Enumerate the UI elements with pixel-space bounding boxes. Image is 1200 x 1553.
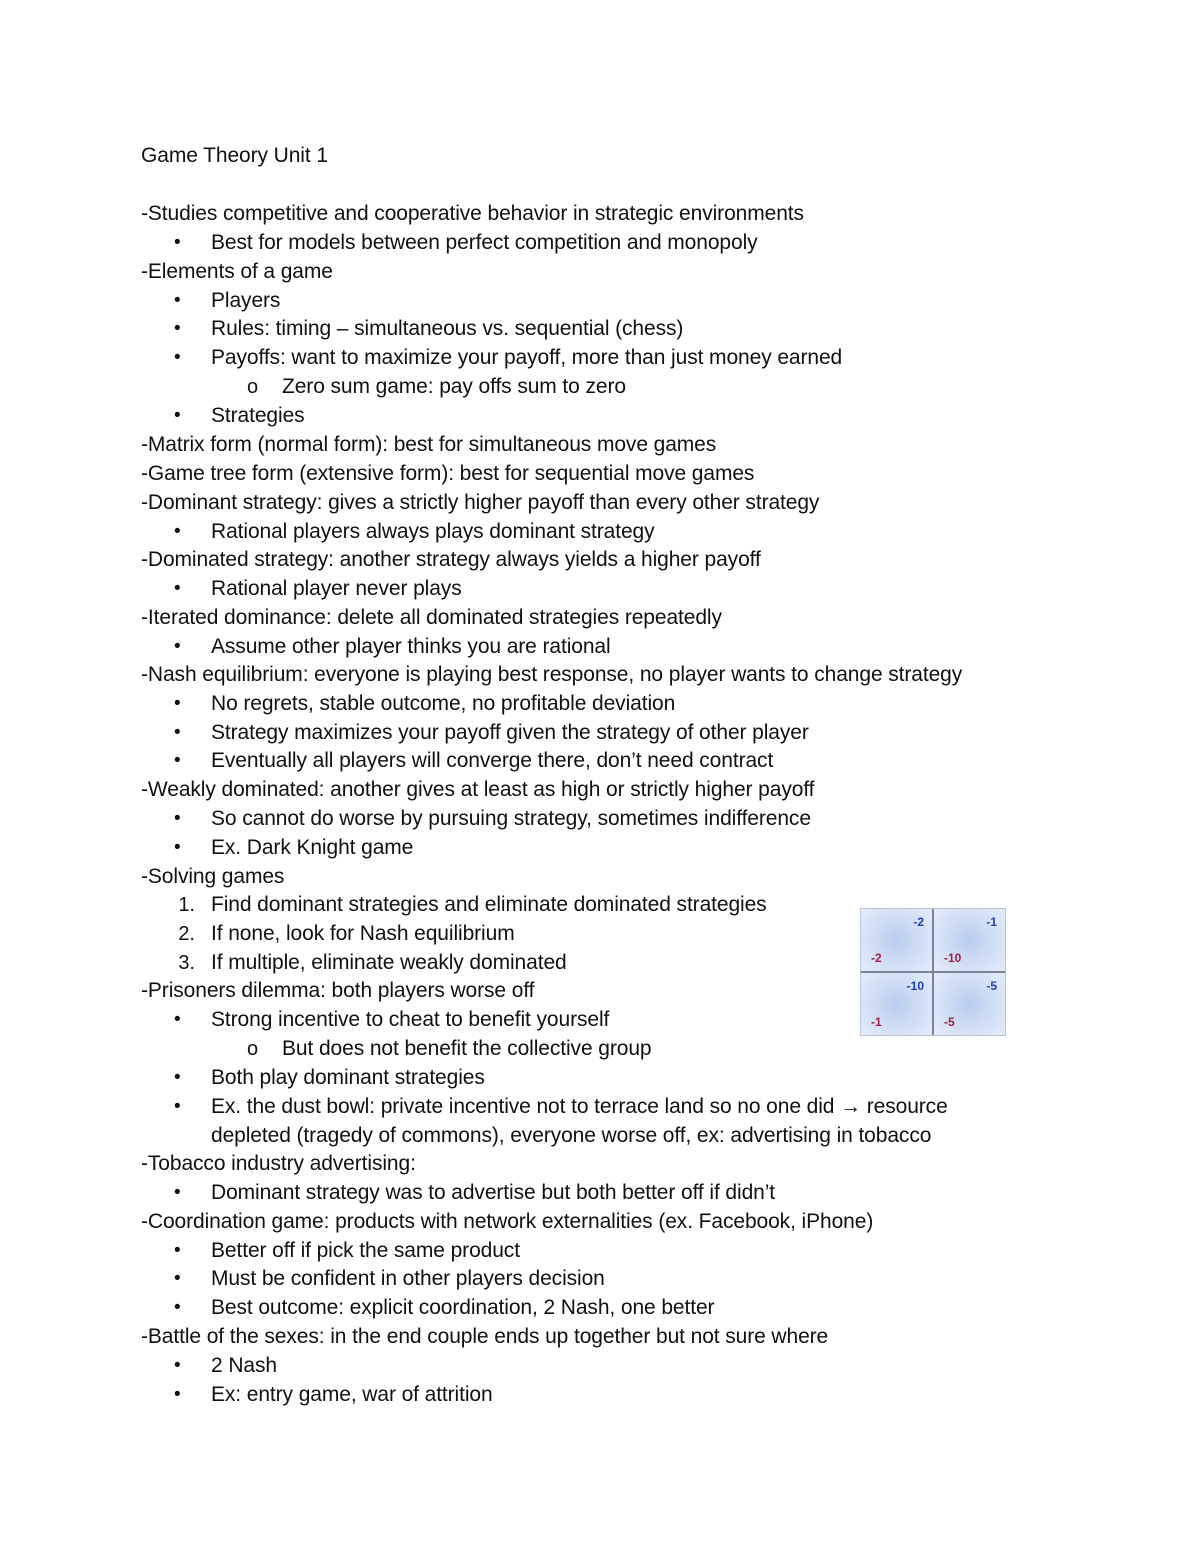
bullet-icon: • — [174, 405, 181, 426]
list-number: 3. — [178, 952, 195, 974]
list-number: 2. — [178, 923, 195, 945]
bullet-icon: • — [174, 1096, 181, 1117]
bullet-icon: • — [174, 1009, 181, 1030]
bullet-icon: • — [174, 636, 181, 657]
bullet-icon: • — [174, 1384, 181, 1405]
bullet-icon: • — [174, 808, 181, 829]
row-payoff: -2 — [871, 951, 882, 965]
bullet-item: Both play dominant strategies — [211, 1066, 485, 1089]
section-heading: -Coordination game: products with network externalities (ex. Facebook, iPhone) — [141, 1210, 874, 1233]
bullet-icon: • — [174, 693, 181, 714]
section-heading: -Dominant strategy: gives a strictly higher payoff than every other strategy — [141, 491, 820, 514]
section-heading: -Tobacco industry advertising: — [141, 1152, 416, 1175]
bullet-item: Better off if pick the same product — [211, 1239, 520, 1262]
page-title: Game Theory Unit 1 — [141, 144, 328, 167]
bullet-icon: • — [174, 1182, 181, 1203]
bullet-item: Rational player never plays — [211, 577, 462, 600]
matrix-cell — [861, 973, 932, 1035]
bullet-icon: • — [174, 521, 181, 542]
bullet-icon: • — [174, 347, 181, 368]
bullet-item: Strategy maximizes your payoff given the strategy of other player — [211, 721, 809, 744]
bullet-item: Ex. Dark Knight game — [211, 836, 414, 859]
section-heading: -Prisoners dilemma: both players worse off — [141, 979, 535, 1002]
bullet-item: Rational players always plays dominant strategy — [211, 520, 655, 543]
section-heading: -Nash equilibrium: everyone is playing best response, no player wants to change strategy — [141, 663, 963, 686]
bullet-icon: • — [174, 578, 181, 599]
bullet-item: Eventually all players will converge there, don’t need contract — [211, 749, 774, 772]
numbered-item: Find dominant strategies and eliminate dominated strategies — [211, 893, 767, 916]
column-payoff: -5 — [986, 979, 997, 993]
bullet-icon: • — [174, 1297, 181, 1318]
column-payoff: -10 — [906, 979, 924, 993]
sub-bullet-item: But does not benefit the collective group — [282, 1037, 652, 1060]
bullet-icon: • — [174, 1268, 181, 1289]
section-heading: -Battle of the sexes: in the end couple ends up together but not sure where — [141, 1325, 829, 1348]
bullet-item: So cannot do worse by pursuing strategy, sometimes indifference — [211, 807, 811, 830]
bullet-icon: • — [174, 318, 181, 339]
section-heading: -Matrix form (normal form): best for simultaneous move games — [141, 433, 717, 456]
matrix-cell — [934, 909, 1005, 971]
section-heading: -Game tree form (extensive form): best for sequential move games — [141, 462, 755, 485]
bullet-item: Ex: entry game, war of attrition — [211, 1383, 493, 1406]
sub-bullet-icon: o — [247, 376, 259, 398]
row-payoff: -10 — [944, 951, 962, 965]
list-number: 1. — [178, 894, 195, 916]
bullet-icon: • — [174, 1240, 181, 1261]
section-heading: -Elements of a game — [141, 260, 333, 283]
payoff-matrix — [860, 908, 1006, 1036]
matrix-cell — [861, 909, 932, 971]
numbered-item: If none, look for Nash equilibrium — [211, 922, 515, 945]
bullet-item: Rules: timing – simultaneous vs. sequential (chess) — [211, 317, 684, 340]
section-heading: -Dominated strategy: another strategy always yields a higher payoff — [141, 548, 761, 571]
bullet-icon: • — [174, 1067, 181, 1088]
column-payoff: -2 — [913, 915, 924, 929]
section-heading: -Solving games — [141, 865, 285, 888]
bullet-item: Assume other player thinks you are rational — [211, 635, 611, 658]
sub-bullet-icon: o — [247, 1038, 259, 1060]
sub-bullet-item: Zero sum game: pay offs sum to zero — [282, 375, 626, 398]
bullet-item: Dominant strategy was to advertise but both better off if didn’t — [211, 1181, 776, 1204]
bullet-icon: • — [174, 837, 181, 858]
bullet-icon: • — [174, 290, 181, 311]
bullet-item-continuation: depleted (tragedy of commons), everyone worse off, ex: advertising in tobacco — [211, 1124, 932, 1147]
bullet-item: No regrets, stable outcome, no profitable deviation — [211, 692, 676, 715]
bullet-item: Payoffs: want to maximize your payoff, more than just money earned — [211, 346, 843, 369]
numbered-item: If multiple, eliminate weakly dominated — [211, 951, 567, 974]
bullet-item: 2 Nash — [211, 1354, 277, 1377]
bullet-icon: • — [174, 232, 181, 253]
bullet-icon: • — [174, 1355, 181, 1376]
row-payoff: -1 — [871, 1015, 882, 1029]
section-heading: -Iterated dominance: delete all dominated strategies repeatedly — [141, 606, 722, 629]
bullet-item: Players — [211, 289, 281, 312]
bullet-item: Best for models between perfect competition and monopoly — [211, 231, 758, 254]
bullet-item: Strong incentive to cheat to benefit yourself — [211, 1008, 610, 1031]
row-payoff: -5 — [944, 1015, 955, 1029]
bullet-icon: • — [174, 750, 181, 771]
column-payoff: -1 — [986, 915, 997, 929]
matrix-cell — [934, 973, 1005, 1035]
bullet-item: Must be confident in other players decision — [211, 1267, 605, 1290]
bullet-item: Best outcome: explicit coordination, 2 Nash, one better — [211, 1296, 715, 1319]
section-heading: -Weakly dominated: another gives at least as high or strictly higher payoff — [141, 778, 815, 801]
bullet-icon: • — [174, 722, 181, 743]
section-heading: -Studies competitive and cooperative behavior in strategic environments — [141, 202, 804, 225]
bullet-item: Ex. the dust bowl: private incentive not to terrace land so no one did → resource — [211, 1095, 948, 1118]
bullet-item: Strategies — [211, 404, 305, 427]
